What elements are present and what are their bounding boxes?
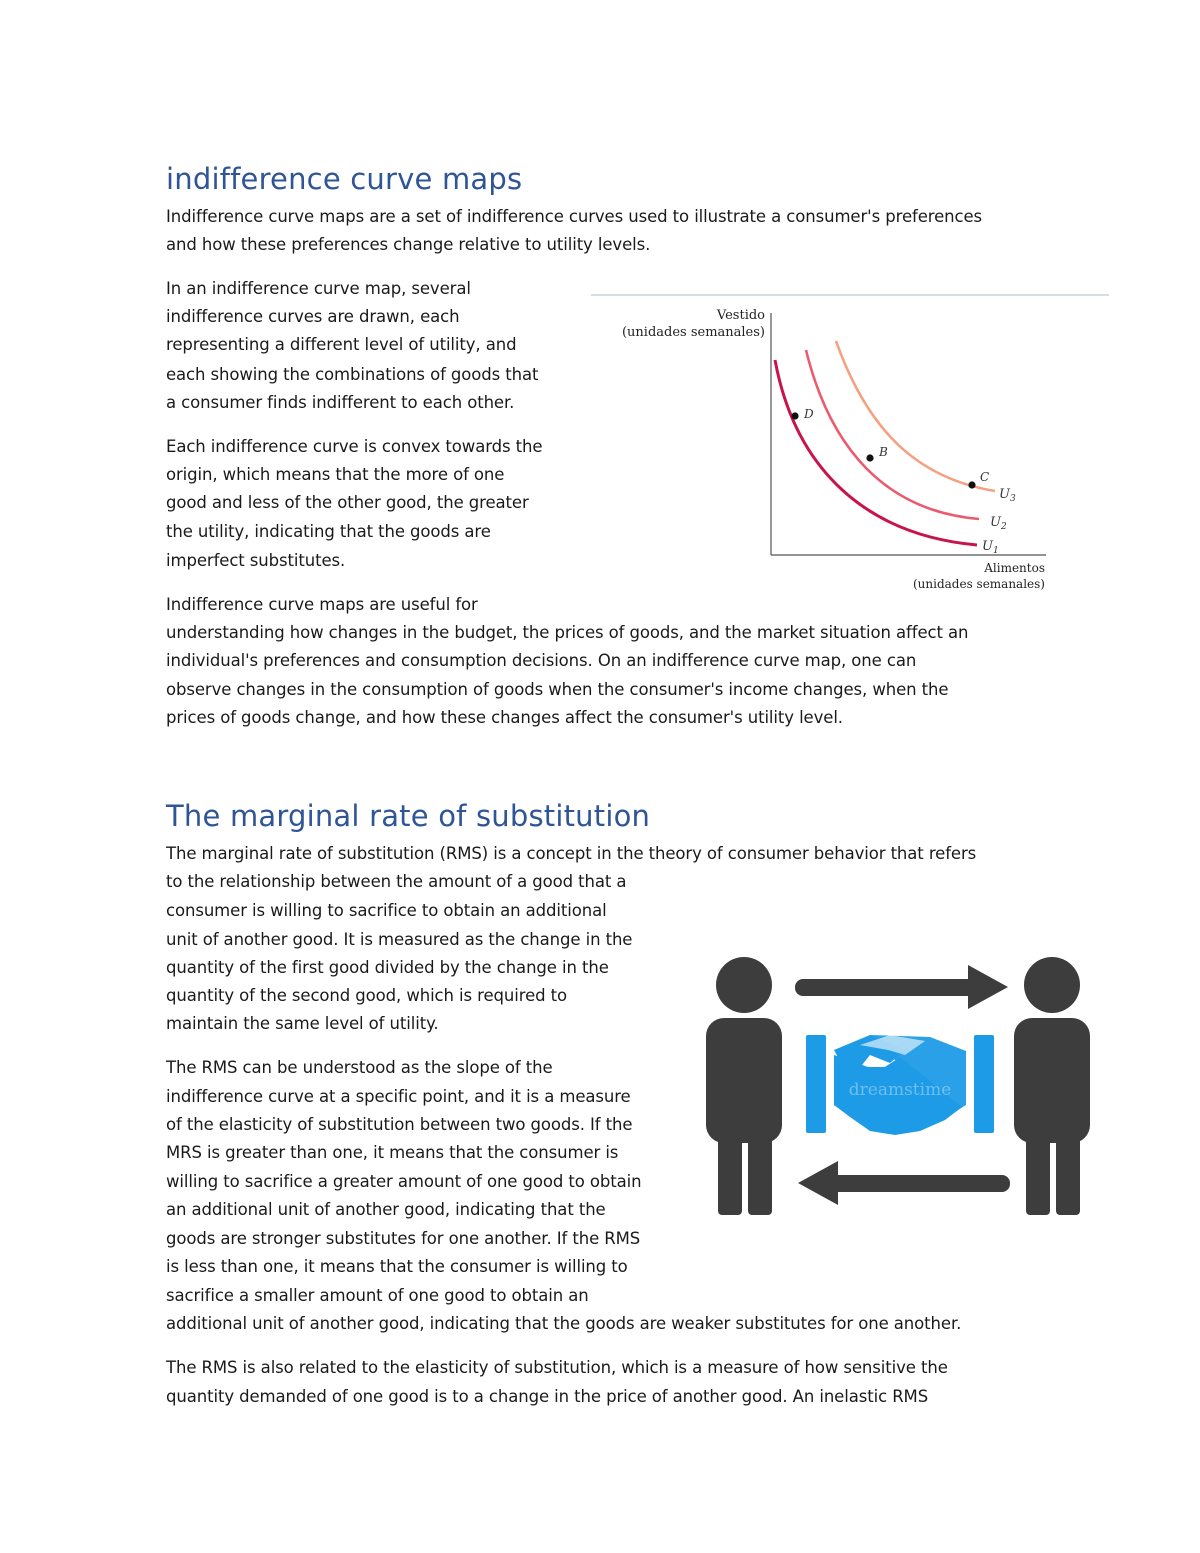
arrow-right-icon (795, 965, 1008, 1009)
paragraph-line: indifference curves are drawn, each (166, 307, 460, 326)
paragraph-line: of the elasticity of substitution between two goods. If the (166, 1115, 633, 1134)
indifference-curve-u3 (836, 341, 995, 491)
paragraph-line: The RMS is also related to the elasticity of substitution, which is a measure of how sensitive the (166, 1358, 948, 1377)
paragraph-line: Indifference curve maps are useful for (166, 595, 478, 614)
paragraph-line: individual's preferences and consumption decisions. On an indifference curve map, one can (166, 651, 917, 670)
paragraph-line: The marginal rate of substitution (RMS) is a concept in the theory of consumer behavior that refers (166, 844, 977, 863)
section-heading-indifference-curve-maps: indifference curve maps (166, 162, 523, 196)
paragraph-line: consumer is willing to sacrifice to obtain an additional (166, 901, 607, 920)
paragraph-line: additional unit of another good, indicating that the goods are weaker substitutes for one another. (166, 1314, 962, 1333)
x-axis-label-units: (unidades semanales) (912, 577, 1045, 591)
paragraph-line: unit of another good. It is measured as the change in the (166, 930, 633, 949)
paragraph-line: quantity of the first good divided by the change in the (166, 958, 609, 977)
right-person-icon (1014, 957, 1090, 1215)
paragraph-line: Indifference curve maps are a set of indifference curves used to illustrate a consumer's preferences (166, 207, 982, 226)
paragraph-line: representing a different level of utility, and (166, 335, 517, 354)
paragraph-line: a consumer finds indifferent to each other. (166, 393, 515, 412)
indifference-curve-u2 (806, 350, 979, 519)
paragraph-line: goods are stronger substitutes for one another. If the RMS (166, 1229, 641, 1248)
paragraph-line: an additional unit of another good, indicating that the (166, 1200, 606, 1219)
paragraph-line: the utility, indicating that the goods are (166, 522, 491, 541)
paragraph-line: observe changes in the consumption of goods when the consumer's income changes, when the (166, 680, 949, 699)
paragraph-line: The RMS can be understood as the slope of the (166, 1058, 553, 1077)
paragraph-line: willing to sacrifice a greater amount of one good to obtain (166, 1172, 642, 1191)
exchange-handshake-illustration (700, 955, 1100, 1225)
indifference-curve-u1 (775, 360, 977, 545)
paragraph-line: is less than one, it means that the consumer is willing to (166, 1257, 628, 1276)
indifference-curve-map-figure (585, 288, 1115, 600)
paragraph-line: Each indifference curve is convex towards the (166, 437, 543, 456)
paragraph-line: sacrifice a smaller amount of one good to obtain an (166, 1286, 589, 1305)
left-person-icon (706, 957, 782, 1215)
paragraph-line: to the relationship between the amount of a good that a (166, 872, 627, 891)
point-c-label: C (980, 470, 990, 484)
paragraph-line: indifference curve at a specific point, and it is a measure (166, 1087, 631, 1106)
paragraph-line: each showing the combinations of goods that (166, 365, 539, 384)
paragraph-line: and how these preferences change relative to utility levels. (166, 235, 651, 254)
watermark-text: dreamstime (848, 1080, 952, 1100)
x-axis-label: Alimentos (984, 561, 1045, 575)
point-c (968, 481, 975, 488)
point-d-label: D (804, 407, 814, 421)
paragraph-line: In an indifference curve map, several (166, 279, 471, 298)
paragraph-line: quantity demanded of one good is to a change in the price of another good. An inelastic RMS (166, 1387, 929, 1406)
arrow-left-icon (798, 1161, 1010, 1205)
y-axis-label: Vestido (716, 308, 765, 323)
curve-u3-label: $U_3$ (999, 487, 1016, 504)
paragraph-line: understanding how changes in the budget, the prices of goods, and the market situation affect an (166, 623, 969, 642)
paragraph-line: maintain the same level of utility. (166, 1014, 439, 1033)
paragraph-line: quantity of the second good, which is required to (166, 986, 568, 1005)
paragraph-line: prices of goods change, and how these changes affect the consumer's utility level. (166, 708, 843, 727)
curve-u2-label: $U_2$ (990, 515, 1007, 532)
point-b-label: B (879, 445, 888, 459)
point-b (866, 454, 873, 461)
paragraph-line: MRS is greater than one, it means that the consumer is (166, 1143, 619, 1162)
section-heading-marginal-rate-of-substitution: The marginal rate of substitution (166, 799, 651, 833)
curve-u1-label: $U_1$ (982, 539, 999, 556)
paragraph-line: imperfect substitutes. (166, 551, 346, 570)
y-axis-label-units: (unidades semanales) (621, 325, 765, 340)
paragraph-line: origin, which means that the more of one (166, 465, 505, 484)
point-d (791, 412, 798, 419)
paragraph-line: good and less of the other good, the greater (166, 493, 529, 512)
